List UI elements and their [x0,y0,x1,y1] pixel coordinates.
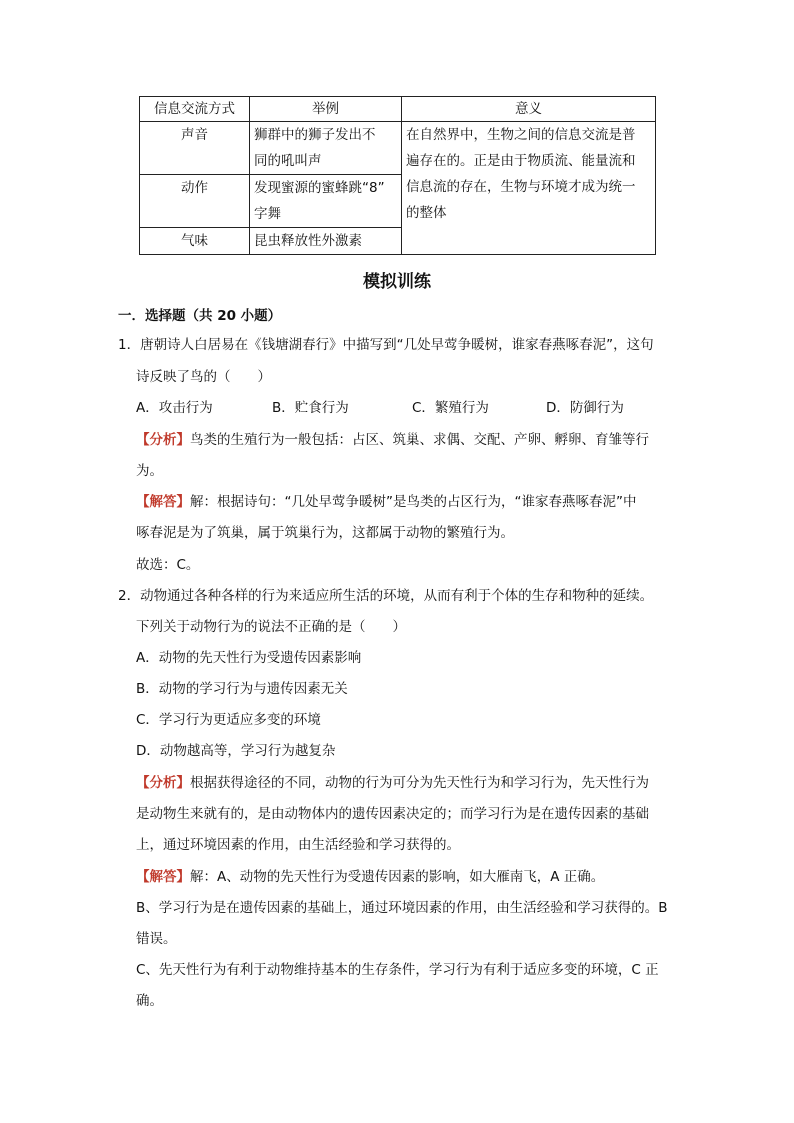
question-1-stem-cont: 诗反映了鸟的（ ） [136,369,271,385]
analysis-text: 鸟类的生殖行为一般包括：占区、筑巢、求偶、交配、产卵、孵卵、育雏等行 [190,432,649,448]
question-1-stem: 1．唐朝诗人白居易在《钱塘湖春行》中描写到“几处早莺争暖树，谁家春燕啄春泥”，这句 [118,337,654,353]
q1-analysis [136,430,649,450]
meaning-line: 遍存在的。正是由于物质流、能量流和 [406,153,636,169]
example-line: 字舞 [254,206,281,222]
meaning-line: 的整体 [406,205,447,221]
page-title: 模拟训练 [363,272,431,292]
q1-option-b: B．贮食行为 [272,400,349,416]
q1-answer-cont: 啄春泥是为了筑巢，属于筑巢行为，这都属于动物的繁殖行为。 [136,525,514,541]
answer-text: 解：A、动物的先天性行为受遗传因素的影响，如大雁南飞，A 正确。 [190,869,605,885]
section-heading: 一．选择题（共 20 小题） [118,308,282,324]
table-row [140,122,656,175]
example-line: 发现蜜源的蜜蜂跳“8” [254,180,385,196]
mode-cell: 动作 [140,175,250,228]
q2-answer [136,867,604,887]
analysis-text: 根据获得途径的不同，动物的行为可分为先天性行为和学习行为，先天性行为 [190,775,649,791]
q1-option-c: C．繁殖行为 [412,400,489,416]
q1-analysis-cont: 为。 [136,463,163,479]
example-cell [250,228,402,255]
q2-option-d: D．动物越高等，学习行为越复杂 [136,743,336,759]
table-header: 意义 [402,97,656,122]
meaning-line: 信息流的存在，生物与环境才成为统一 [406,179,636,195]
example-cell [250,175,402,228]
question-2-stem: 2．动物通过各种各样的行为来适应所生活的环境，从而有利于个体的生存和物种的延续。 [118,588,654,604]
q2-answer-b-cont: 错误。 [136,931,177,947]
table-header-row [140,97,656,122]
question-2-stem-cont: 下列关于动物行为的说法不正确的是（ ） [136,619,406,635]
q1-option-d: D．防御行为 [546,400,624,416]
analysis-tag: 【分析】 [136,775,190,791]
table-header: 举例 [250,97,402,122]
q2-analysis-cont: 是动物生来就有的，是由动物体内的遗传因素决定的；而学习行为是在遗传因素的基础 [136,806,649,822]
q2-option-b: B．动物的学习行为与遗传因素无关 [136,681,348,697]
meaning-cell [402,122,656,255]
q2-answer-c: C、先天性行为有利于动物维持基本的生存条件，学习行为有利于适应多变的环境，C 正 [136,962,659,978]
mode-cell: 气味 [140,228,250,255]
q1-option-a: A．攻击行为 [136,400,213,416]
answer-tag: 【解答】 [136,494,190,510]
q2-option-a: A．动物的先天性行为受遗传因素影响 [136,650,362,666]
q2-analysis-cont: 上，通过环境因素的作用，由生活经验和学习获得的。 [136,837,460,853]
q2-analysis [136,773,649,793]
info-exchange-table [139,96,656,255]
example-cell [250,122,402,175]
q1-choice: 故选：C。 [136,557,200,573]
example-line: 昆虫释放性外激素 [254,233,362,249]
q1-answer [136,492,636,512]
q2-option-c: C．学习行为更适应多变的环境 [136,712,321,728]
meaning-line: 在自然界中，生物之间的信息交流是普 [406,127,636,143]
table-header: 信息交流方式 [140,97,250,122]
answer-tag: 【解答】 [136,869,190,885]
answer-text: 解：根据诗句：“几处早莺争暖树”是鸟类的占区行为，“谁家春燕啄春泥”中 [190,494,637,510]
q2-answer-b: B、学习行为是在遗传因素的基础上，通过环境因素的作用，由生活经验和学习获得的。B [136,900,668,916]
q2-answer-c-cont: 确。 [136,993,163,1009]
analysis-tag: 【分析】 [136,432,190,448]
example-line: 狮群中的狮子发出不 [254,127,376,143]
example-line: 同的吼叫声 [254,153,322,169]
mode-cell: 声音 [140,122,250,175]
